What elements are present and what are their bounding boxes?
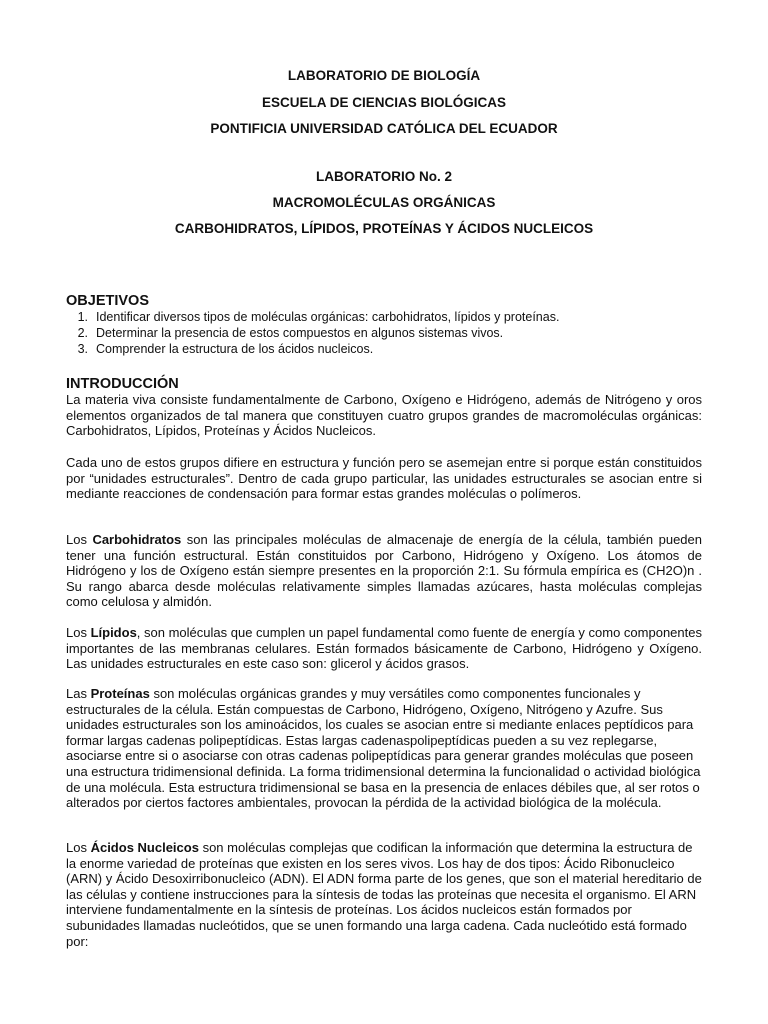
list-item-number: 1. [77, 310, 88, 324]
acidos-nucleicos-paragraph [66, 840, 702, 949]
introduccion-section [66, 376, 702, 392]
paragraph-lead: Los [66, 532, 93, 547]
lab-number: LABORATORIO No. 2 [315, 169, 452, 184]
carbohidratos-paragraph [66, 532, 702, 610]
list-item-text: Determinar la presencia de estos compuestos en algunos sistemas vivos. [96, 326, 504, 340]
proteinas-paragraph [66, 686, 702, 811]
list-item [66, 325, 702, 341]
lipidos-paragraph [66, 625, 702, 672]
lab-subtitle: CARBOHIDRATOS, LÍPIDOS, PROTEÍNAS Y ÁCIDOS NUCLEICOS [174, 221, 594, 236]
intro-paragraph-2: Cada uno de estos grupos difiere en estructura y función pero se asemejan entre si porque están constituidos por “unidades estructurales”. Dentro de cada grupo particular, las unidades estructurales se asocian entre si mediante reacciones de condensación para formar estas grandes moléculas o polímeros. [66, 455, 702, 502]
objetivos-list [66, 309, 702, 357]
objetivos-heading: OBJETIVOS [66, 293, 149, 309]
list-item [66, 341, 702, 357]
paragraph-text: son moléculas complejas que codifican la información que determina la estructura de la enorme variedad de proteínas que existen en los seres vivos. Los hay de dos tipos: Ácido Ribonucleico (ARN) y Ácido Desoxirribonucleico (ADN). El ADN forma parte de los genes, que son el material hereditario de las células y contiene instrucciones para la síntesis de todas las proteínas que necesita el organismo. El ARN interviene fundamentalmente en la síntesis de proteínas. Los ácidos nucleicos están formados por subunidades llamadas nucleótidos, que se unen formando una larga cadena. Cada nucleótido está formado por: [66, 840, 702, 949]
paragraph-lead: Las [66, 686, 91, 701]
term-lipidos: Lípidos [90, 625, 137, 640]
intro-paragraph-1: La materia viva consiste fundamentalmente de Carbono, Oxígeno e Hidrógeno, además de Nitrógeno y oros elementos organizados de tal manera que constituyen cuatro grupos grandes de macromoléculas orgánicas: Carbohidratos, Lípidos, Proteínas y Ácidos Nucleicos. [66, 392, 702, 439]
list-item-number: 3. [77, 342, 88, 356]
paragraph-lead: Los [66, 625, 91, 640]
term-carbohidratos: Carbohidratos [92, 532, 182, 547]
header-lab-name: LABORATORIO DE BIOLOGÍA [287, 68, 481, 83]
introduccion-heading: INTRODUCCIÓN [66, 376, 179, 392]
paragraph-text: , son moléculas que cumplen un papel fundamental como fuente de energía y como componentes importantes de las membranas celulares. Están formados básicamente de Carbono, Hidrógeno y Oxígeno. Las unidades estructurales en este caso son: glicerol y ácidos grasos. [66, 625, 702, 672]
list-item [66, 309, 702, 325]
paragraph-lead: Los [66, 840, 91, 855]
objetivos-section [66, 293, 702, 357]
paragraph-text: son moléculas orgánicas grandes y muy versátiles como componentes funcionales y estructurales de la célula. Están compuestas de Carbono, Hidrógeno, Oxígeno, Nitrógeno y Azufre. Sus unidades estructurales son los aminoácidos, los cuales se asocian entre si mediante enlaces peptídicos para formar largas cadenas polipeptídicas. Estas largas cadenaspolipeptídicas pueden a su vez replegarse, asociarse entre si o asociarse con otras cadenas polipeptídicas para generar grandes moléculas que poseen una estructura tridimensional definida. La forma tridimensional determina la funcionalidad o actividad biológica de una molécula. Esta estructura tridimensional se basa en la presencia de enlaces débiles que, al ser rotos o alterados por ciertos factores ambientales, provocan la pérdida de la actividad biológica de la molécula. [66, 686, 701, 811]
header-school: ESCUELA DE CIENCIAS BIOLÓGICAS [261, 95, 507, 110]
term-acidos-nucleicos: Ácidos Nucleicos [90, 840, 199, 855]
lab-title: MACROMOLÉCULAS ORGÁNICAS [272, 195, 496, 210]
list-item-number: 2. [77, 326, 88, 340]
list-item-text: Identificar diversos tipos de moléculas orgánicas: carbohidratos, lípidos y proteínas. [96, 310, 560, 324]
header-university: PONTIFICIA UNIVERSIDAD CATÓLICA DEL ECUADOR [210, 121, 558, 136]
term-proteinas: Proteínas [90, 686, 150, 701]
list-item-text: Comprender la estructura de los ácidos nucleicos. [96, 342, 374, 356]
paragraph-text: son las principales moléculas de almacenaje de energía de la célula, también pueden tener una función estructural. Están constituidos por Carbono, Hidrógeno y Oxígeno. Los átomos de Hidrógeno y los de Oxígeno están siempre presentes en la proporción 2:1. Su fórmula empírica es (CH2O)n . Su rango abarca desde moléculas relativamente simples llamadas azúcares, hasta moléculas complejas como celulosa y almidón. [66, 532, 702, 610]
